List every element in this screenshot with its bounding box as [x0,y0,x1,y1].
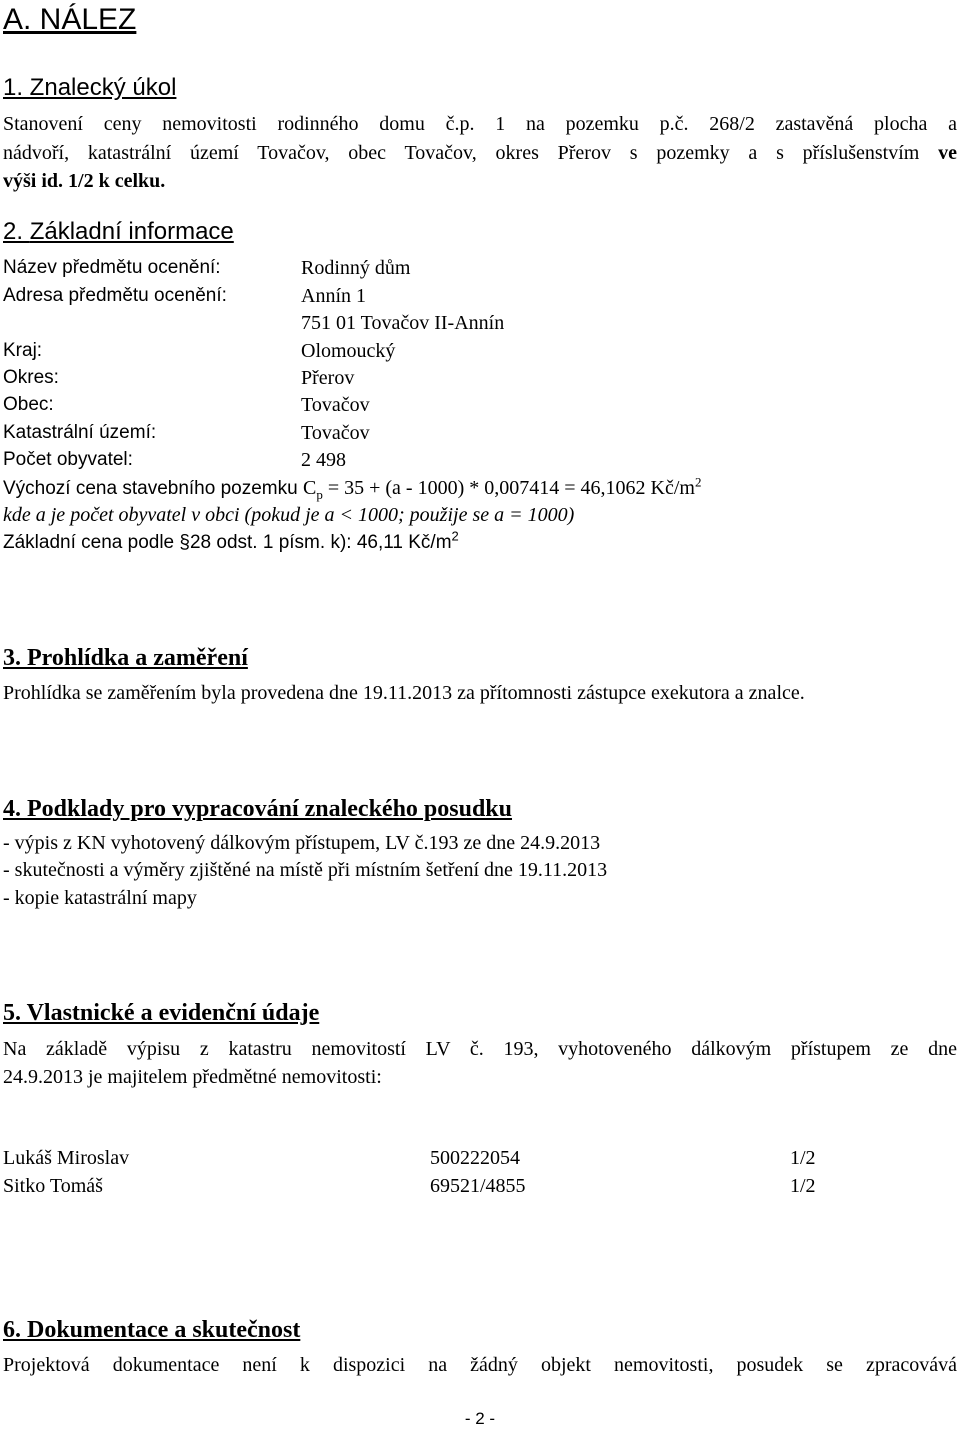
zakl-prefix: Základní cena podle [3,532,180,553]
s1-line-3: výši id. 1/2 k celku. [3,170,166,192]
page-number: - 2 - [464,1409,496,1428]
owner-name-2: Sitko Tomáš [3,1175,103,1197]
s5-line-2: 24.9.2013 je majitelem předmětné nemovitosti: [3,1066,382,1088]
s1-line-2-normal: nádvoří, katastrální území Tovačov, obec Tovačov, okres Přerov s pozemky a s příslušenstvím [3,142,939,164]
info-label-okres: Okres: [3,367,59,388]
heading-3: 3. Prohlídka a zaměření [3,645,248,671]
cena-line [3,474,701,503]
cena-note: kde a je počet obyvatel v obci (pokud je a < 1000; použije se a = 1000) [3,504,575,526]
heading-2-num: 2. [3,218,30,245]
owner-share-1: 1/2 [790,1147,816,1169]
info-value-psc: 751 01 Tovačov II-Annín [301,312,505,334]
heading-5: 5. Vlastnické a evidenční údaje [3,1000,320,1026]
cena-c: C [302,477,317,499]
s1-line-2-bold: ve [938,142,957,164]
owner-id-1: 500222054 [430,1147,520,1169]
owner-name-1: Lukáš Miroslav [3,1147,130,1169]
s6-text: Projektová dokumentace není k dispozici na žádný objekt nemovitosti, posudek se zpracovává [3,1354,957,1376]
zakl-sup: 2 [451,528,459,544]
s5-line-1: Na základě výpisu z katastru nemovitostí LV č. 193, vyhotoveného dálkovým přístupem ze dne [3,1038,957,1060]
s1-line-1: Stanovení ceny nemovitosti rodinného domu č.p. 1 na pozemku p.č. 268/2 zastavěná plocha a [3,113,957,135]
owner-id-2: 69521/4855 [430,1175,526,1197]
s4-item-3: - kopie katastrální mapy [3,887,197,909]
info-value-kraj: Olomoucký [301,340,396,362]
heading-1: 1. Znalecký úkol [3,74,177,101]
heading-6: 6. Dokumentace a skutečnost [3,1317,301,1343]
info-value-adresa: Annín 1 [301,285,366,307]
zakladni-cena [3,529,459,557]
heading-2 [3,217,234,247]
paragraph-icon: § [179,532,190,553]
heading-4: 4. Podklady pro vypracování znaleckého posudku [3,796,513,822]
info-label-kraj: Kraj: [3,340,43,361]
info-value-okres: Přerov [301,367,355,389]
heading-2-text: Základní informace [29,218,234,245]
s4-item-2: - skutečnosti a výměry zjištěné na místě při místním šetření dne 19.11.2013 [3,859,608,881]
s1-line-2 [3,139,957,167]
info-value-obyvatel: 2 498 [301,449,346,471]
info-label-nazev: Název předmětu ocenění: [3,257,221,278]
section-title: A. NÁLEZ [3,3,137,36]
cena-prefix: Výchozí cena stavebního pozemku [3,478,303,499]
s3-text: Prohlídka se zaměřením byla provedena dne 19.11.2013 za přítomnosti zástupce exekutora a znalce. [3,682,805,704]
cena-sup: 2 [694,474,702,490]
owner-share-2: 1/2 [790,1175,816,1197]
info-value-ku: Tovačov [301,422,370,444]
cena-formula: = 35 + (a - 1000) * 0,007414 = 46,1062 Kč/m [322,477,695,499]
info-label-obyvatel: Počet obyvatel: [3,449,133,470]
cena-sub: p [316,487,323,502]
info-value-obec: Tovačov [301,394,370,416]
info-value-nazev: Rodinný dům [301,257,411,279]
s4-item-1: - výpis z KN vyhotovený dálkovým přístupem, LV č.193 ze dne 24.9.2013 [3,832,601,854]
info-label-obec: Obec: [3,394,54,415]
zakl-mid: 28 odst. 1 písm. k): 46,11 Kč/m [189,532,452,553]
info-label-adresa: Adresa předmětu ocenění: [3,285,227,306]
info-label-ku: Katastrální území: [3,422,157,443]
